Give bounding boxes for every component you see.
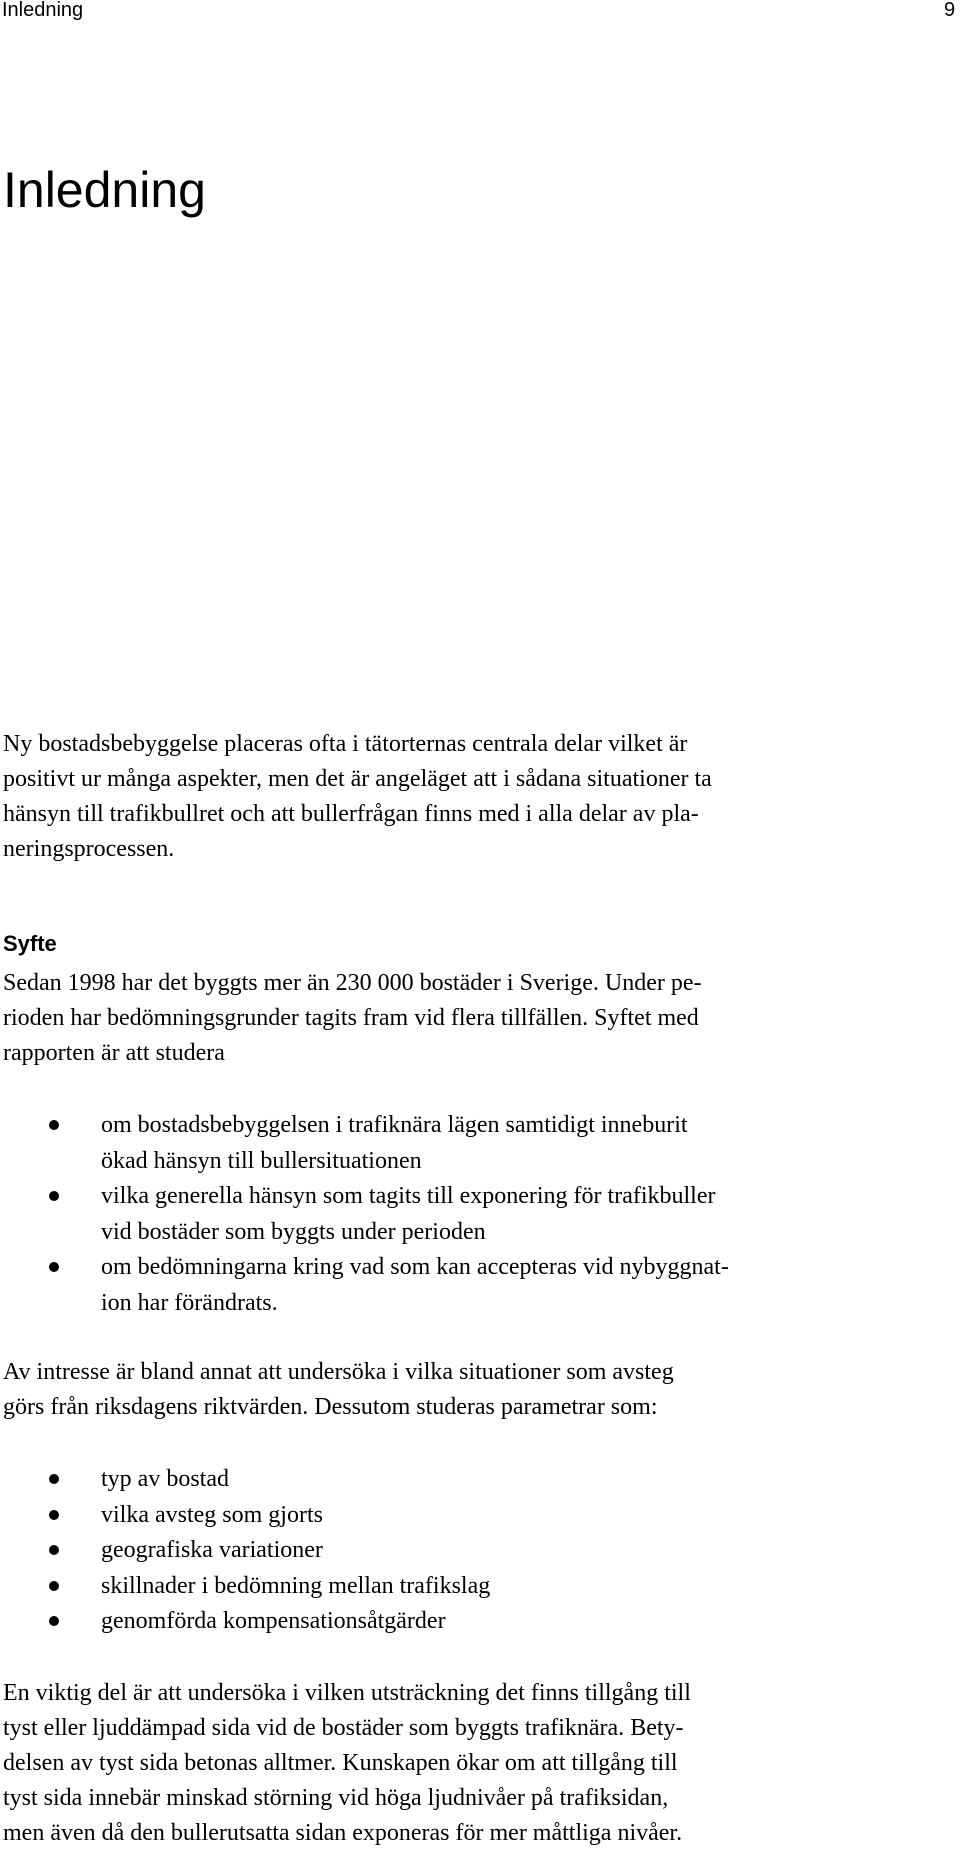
list-item-line: vid bostäder som byggts under perioden bbox=[101, 1218, 486, 1245]
syfte-paragraph bbox=[3, 966, 893, 1071]
bullet-icon bbox=[49, 1120, 59, 1130]
list-item-line: vilka generella hänsyn som tagits till exponering för trafikbuller bbox=[101, 1183, 716, 1209]
bullet-icon bbox=[49, 1545, 59, 1555]
syfte-line: rioden har bedömningsgrunder tagits fram vid flera tillfällen. Syftet med bbox=[3, 1005, 699, 1031]
bullet-icon bbox=[49, 1616, 59, 1626]
list-item-line: om bostadsbebyggelsen i trafiknära lägen samtidigt inneburit bbox=[101, 1112, 688, 1138]
list-item bbox=[0, 1250, 930, 1321]
quiet-side-line: tyst sida innebär minskad störning vid höga ljudnivåer på trafiksidan, bbox=[3, 1785, 669, 1811]
quiet-side-line: tyst eller ljuddämpad sida vid de bostäder som byggts trafiknära. Bety- bbox=[3, 1715, 684, 1741]
list-item bbox=[0, 1533, 930, 1569]
interest-line: Av intresse är bland annat att undersöka i vilka situationer som avsteg bbox=[3, 1359, 674, 1385]
list-item-line: genomförda kompensationsåtgärder bbox=[101, 1608, 446, 1634]
running-header bbox=[0, 0, 960, 20]
syfte-line: Sedan 1998 har det byggts mer än 230 000 bostäder i Sverige. Under pe- bbox=[3, 970, 702, 996]
list-item-line: ökad hänsyn till bullersituationen bbox=[101, 1147, 422, 1174]
header-section-title: Inledning bbox=[2, 0, 84, 21]
intro-paragraph bbox=[3, 727, 893, 867]
bullet-icon bbox=[49, 1474, 59, 1484]
intro-line: neringsprocessen. bbox=[3, 836, 175, 862]
interest-paragraph bbox=[3, 1355, 893, 1425]
bullet-icon bbox=[49, 1510, 59, 1520]
list-item-line: skillnader i bedömning mellan trafikslag bbox=[101, 1572, 491, 1599]
bullet-icon bbox=[49, 1581, 59, 1591]
list-item-line: om bedömningarna kring vad som kan accepteras vid nybyggnat- bbox=[101, 1254, 729, 1280]
list-item bbox=[0, 1462, 930, 1498]
section-heading-syfte: Syfte bbox=[3, 931, 57, 956]
interest-line: görs från riksdagens riktvärden. Dessutom studeras parametrar som: bbox=[3, 1394, 658, 1420]
parameters-list bbox=[0, 1462, 930, 1640]
chapter-title: Inledning bbox=[3, 162, 206, 218]
list-item bbox=[0, 1604, 930, 1640]
list-item bbox=[0, 1179, 930, 1250]
list-item-line: geografiska variationer bbox=[101, 1537, 323, 1563]
intro-line: hänsyn till trafikbullret och att bullerfrågan finns med i alla delar av pla- bbox=[3, 801, 699, 827]
list-item-line: typ av bostad bbox=[101, 1466, 229, 1492]
list-item bbox=[0, 1569, 930, 1605]
list-item-line: vilka avsteg som gjorts bbox=[101, 1501, 323, 1528]
page-number: 9 bbox=[944, 0, 956, 21]
list-item-line: ion har förändrats. bbox=[101, 1289, 278, 1316]
quiet-side-line: delsen av tyst sida betonas alltmer. Kunskapen ökar om att tillgång till bbox=[3, 1750, 678, 1776]
intro-line: Ny bostadsbebyggelse placeras ofta i tätorternas centrala delar vilket är bbox=[3, 731, 688, 757]
bullet-icon bbox=[49, 1191, 59, 1201]
bullet-icon bbox=[49, 1262, 59, 1272]
quiet-side-paragraph bbox=[3, 1676, 893, 1851]
quiet-side-line: En viktig del är att undersöka i vilken utsträckning det finns tillgång till bbox=[3, 1680, 691, 1706]
quiet-side-line: men även då den bullerutsatta sidan exponeras för mer måttliga nivåer. bbox=[3, 1820, 683, 1846]
study-questions-list bbox=[0, 1108, 930, 1321]
syfte-line: rapporten är att studera bbox=[3, 1040, 225, 1066]
intro-line: positivt ur många aspekter, men det är angeläget att i sådana situationer ta bbox=[3, 766, 712, 792]
list-item bbox=[0, 1498, 930, 1534]
list-item bbox=[0, 1108, 930, 1179]
